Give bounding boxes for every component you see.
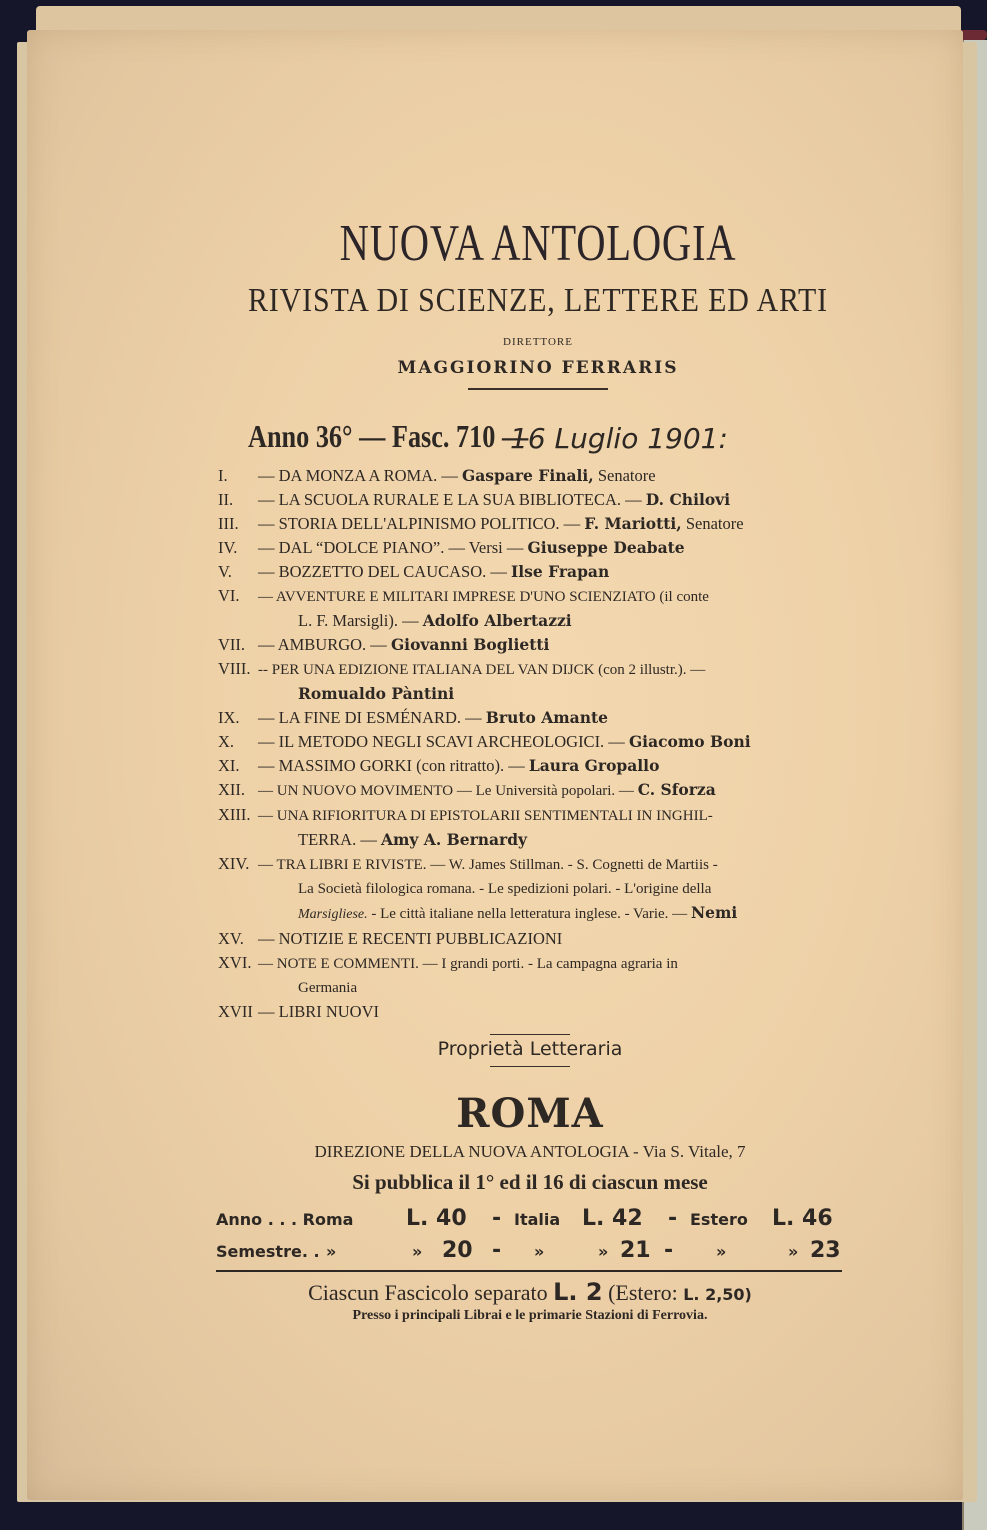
toc-number: X. bbox=[218, 732, 235, 751]
single-issue-amount: L. 2 bbox=[553, 1278, 603, 1306]
toc-author: Giuseppe Deabate bbox=[527, 538, 685, 557]
toc-title: — UNA RIFIORITURA DI EPISTOLARII SENTIMENTALI IN INGHIL- bbox=[258, 808, 713, 824]
foreign-label: (Estero: bbox=[608, 1280, 678, 1305]
price-separator: - bbox=[492, 1238, 502, 1263]
price-italia: L. 42 bbox=[582, 1206, 643, 1231]
toc-author: Nemi bbox=[690, 903, 738, 922]
divider bbox=[490, 1034, 570, 1035]
toc-number: XI. bbox=[218, 756, 240, 775]
toc-title: — LA FINE DI ESMÉNARD. — bbox=[258, 708, 482, 727]
price-italia: 21 bbox=[620, 1238, 651, 1263]
toc-number: XV. bbox=[218, 929, 244, 948]
toc-entry bbox=[218, 852, 848, 927]
price-italia-label: Italia bbox=[514, 1210, 561, 1229]
toc-number: III. bbox=[218, 514, 239, 533]
toc-author: F. Mariotti, bbox=[584, 514, 682, 533]
toc-author: Gaspare Finali, bbox=[462, 466, 594, 485]
toc-title: — DAL “DOLCE PIANO”. — Versi — bbox=[258, 538, 524, 557]
toc-continuation: - Le città italiane nella letteratura inglese. - Varie. — bbox=[371, 906, 688, 922]
toc-number: IX. bbox=[218, 708, 240, 727]
issue-date: 16 Luglio 1901: bbox=[510, 422, 728, 455]
toc-entry bbox=[218, 584, 848, 633]
toc-author: Giacomo Boni bbox=[628, 732, 751, 751]
toc-number: XIV. bbox=[218, 854, 250, 873]
toc-continuation: L. F. Marsigli). — bbox=[298, 611, 419, 630]
toc-title: — AMBURGO. — bbox=[258, 635, 387, 654]
toc-entry bbox=[218, 951, 848, 1000]
ditto-mark: » bbox=[598, 1242, 609, 1261]
toc-continuation: La Società filologica romana. - Le spedizioni polari. - L'origine della bbox=[298, 881, 712, 897]
availability-note: Presso i principali Librai e le primarie Stazioni di Ferrovia. bbox=[352, 1308, 708, 1323]
toc-number: XVI. bbox=[218, 953, 252, 972]
toc-number: I. bbox=[218, 466, 228, 485]
price-separator: - bbox=[664, 1238, 674, 1263]
issue-year-fascicle: Anno 36° — Fasc. 710 — bbox=[248, 418, 529, 454]
divider bbox=[468, 388, 608, 390]
price-label: Semestre. . bbox=[216, 1242, 320, 1261]
toc-author: Amy A. Bernardy bbox=[380, 830, 528, 849]
toc-title: — DA MONZA A ROMA. — bbox=[258, 466, 458, 485]
toc-entry bbox=[218, 536, 848, 560]
toc-suffix: Senatore bbox=[597, 466, 656, 485]
toc-entry bbox=[218, 488, 848, 512]
toc-number: XVII bbox=[218, 1002, 253, 1021]
table-of-contents bbox=[218, 464, 848, 1024]
ditto-mark: » bbox=[534, 1242, 545, 1261]
toc-entry bbox=[218, 706, 848, 730]
toc-title: — LIBRI NUOVI bbox=[258, 1002, 379, 1021]
price-roma: 20 bbox=[442, 1238, 473, 1263]
toc-number: VI. bbox=[218, 586, 240, 605]
publisher-address: DIREZIONE DELLA NUOVA ANTOLOGIA - Via S. Vitale, 7 bbox=[314, 1142, 746, 1161]
single-issue-text: Ciascun Fascicolo separato bbox=[308, 1280, 548, 1305]
toc-suffix: Senatore bbox=[685, 514, 744, 533]
toc-continuation-italic: Marsigliese. bbox=[298, 907, 368, 922]
toc-title: — LA SCUOLA RURALE E LA SUA BIBLIOTECA. — bbox=[258, 490, 642, 509]
foreign-amount: L. 2,50) bbox=[683, 1285, 752, 1304]
price-estero: L. 46 bbox=[772, 1206, 833, 1231]
single-issue-price bbox=[0, 1278, 987, 1306]
toc-title: — UN NUOVO MOVIMENTO — Le Università popolari. — bbox=[258, 783, 634, 799]
toc-entry bbox=[218, 730, 848, 754]
divider bbox=[490, 1066, 570, 1067]
toc-entry bbox=[218, 657, 848, 706]
price-estero: 23 bbox=[810, 1238, 841, 1263]
toc-entry bbox=[218, 778, 848, 803]
toc-author: Laura Gropallo bbox=[528, 756, 660, 775]
toc-entry bbox=[218, 803, 848, 852]
toc-continuation: TERRA. — bbox=[298, 830, 377, 849]
publication-city: ROMA bbox=[456, 1090, 604, 1137]
toc-entry bbox=[218, 754, 848, 778]
toc-entry bbox=[218, 560, 848, 584]
toc-entry bbox=[218, 633, 848, 657]
toc-number: II. bbox=[218, 490, 234, 509]
toc-number: IV. bbox=[218, 538, 238, 557]
director-name: MAGGIORINO FERRARIS bbox=[397, 358, 679, 378]
toc-title: — NOTE E COMMENTI. — I grandi porti. - La campagna agraria in bbox=[258, 956, 678, 972]
page-top-edge bbox=[36, 6, 961, 32]
toc-number: VII. bbox=[218, 635, 246, 654]
toc-author: Bruto Amante bbox=[485, 708, 608, 727]
toc-author: Ilse Frapan bbox=[511, 562, 610, 581]
toc-number: VIII. bbox=[218, 659, 251, 678]
toc-author: C. Sforza bbox=[637, 780, 716, 799]
toc-title: — AVVENTURE E MILITARI IMPRESE D'UNO SCIENZIATO (il conte bbox=[258, 589, 709, 605]
toc-entry bbox=[218, 512, 848, 536]
price-estero-label: Estero bbox=[690, 1210, 748, 1229]
copyright-notice: Proprietà Letteraria bbox=[437, 1038, 623, 1060]
toc-author: Adolfo Albertazzi bbox=[422, 611, 572, 630]
toc-continuation: Germania bbox=[298, 980, 358, 996]
ditto-mark: » bbox=[788, 1242, 799, 1261]
toc-title: — TRA LIBRI E RIVISTE. — W. James Stillman. - S. Cognetti de Martiis - bbox=[258, 857, 718, 873]
ditto-mark: » bbox=[326, 1242, 337, 1261]
magazine-subtitle: RIVISTA DI SCIENZE, LETTERE ED ARTI bbox=[247, 282, 829, 319]
toc-entry bbox=[218, 464, 848, 488]
toc-title: — MASSIMO GORKI (con ritratto). — bbox=[258, 756, 525, 775]
toc-entry bbox=[218, 1000, 848, 1024]
director-label: DIRETTORE bbox=[503, 336, 573, 348]
price-roma: L. 40 bbox=[406, 1206, 467, 1231]
toc-title: — STORIA DELL'ALPINISMO POLITICO. — bbox=[258, 514, 581, 533]
divider bbox=[216, 1270, 842, 1272]
toc-title: -- PER UNA EDIZIONE ITALIANA DEL VAN DIJCK (con 2 illustr.). — bbox=[258, 662, 706, 678]
toc-title: — NOTIZIE E RECENTI PUBBLICAZIONI bbox=[258, 929, 563, 948]
toc-number: XIII. bbox=[218, 805, 251, 824]
issue-line bbox=[248, 418, 728, 455]
toc-number: V. bbox=[218, 562, 232, 581]
toc-author: D. Chilovi bbox=[645, 490, 731, 509]
price-separator: - bbox=[668, 1206, 678, 1231]
toc-title: — IL METODO NEGLI SCAVI ARCHEOLOGICI. — bbox=[258, 732, 625, 751]
ditto-mark: » bbox=[412, 1242, 423, 1261]
toc-author: Giovanni Boglietti bbox=[390, 635, 550, 654]
ditto-mark: » bbox=[716, 1242, 727, 1261]
magazine-title: NUOVA ANTOLOGIA bbox=[339, 215, 737, 272]
toc-number: XII. bbox=[218, 780, 246, 799]
toc-entry bbox=[218, 927, 848, 951]
toc-author: Romualdo Pàntini bbox=[298, 684, 455, 703]
toc-title: — BOZZETTO DEL CAUCASO. — bbox=[258, 562, 507, 581]
price-label: Anno . . . Roma bbox=[216, 1210, 354, 1229]
publication-schedule: Si pubblica il 1° ed il 16 di ciascun mese bbox=[352, 1170, 708, 1194]
price-separator: - bbox=[492, 1206, 502, 1231]
